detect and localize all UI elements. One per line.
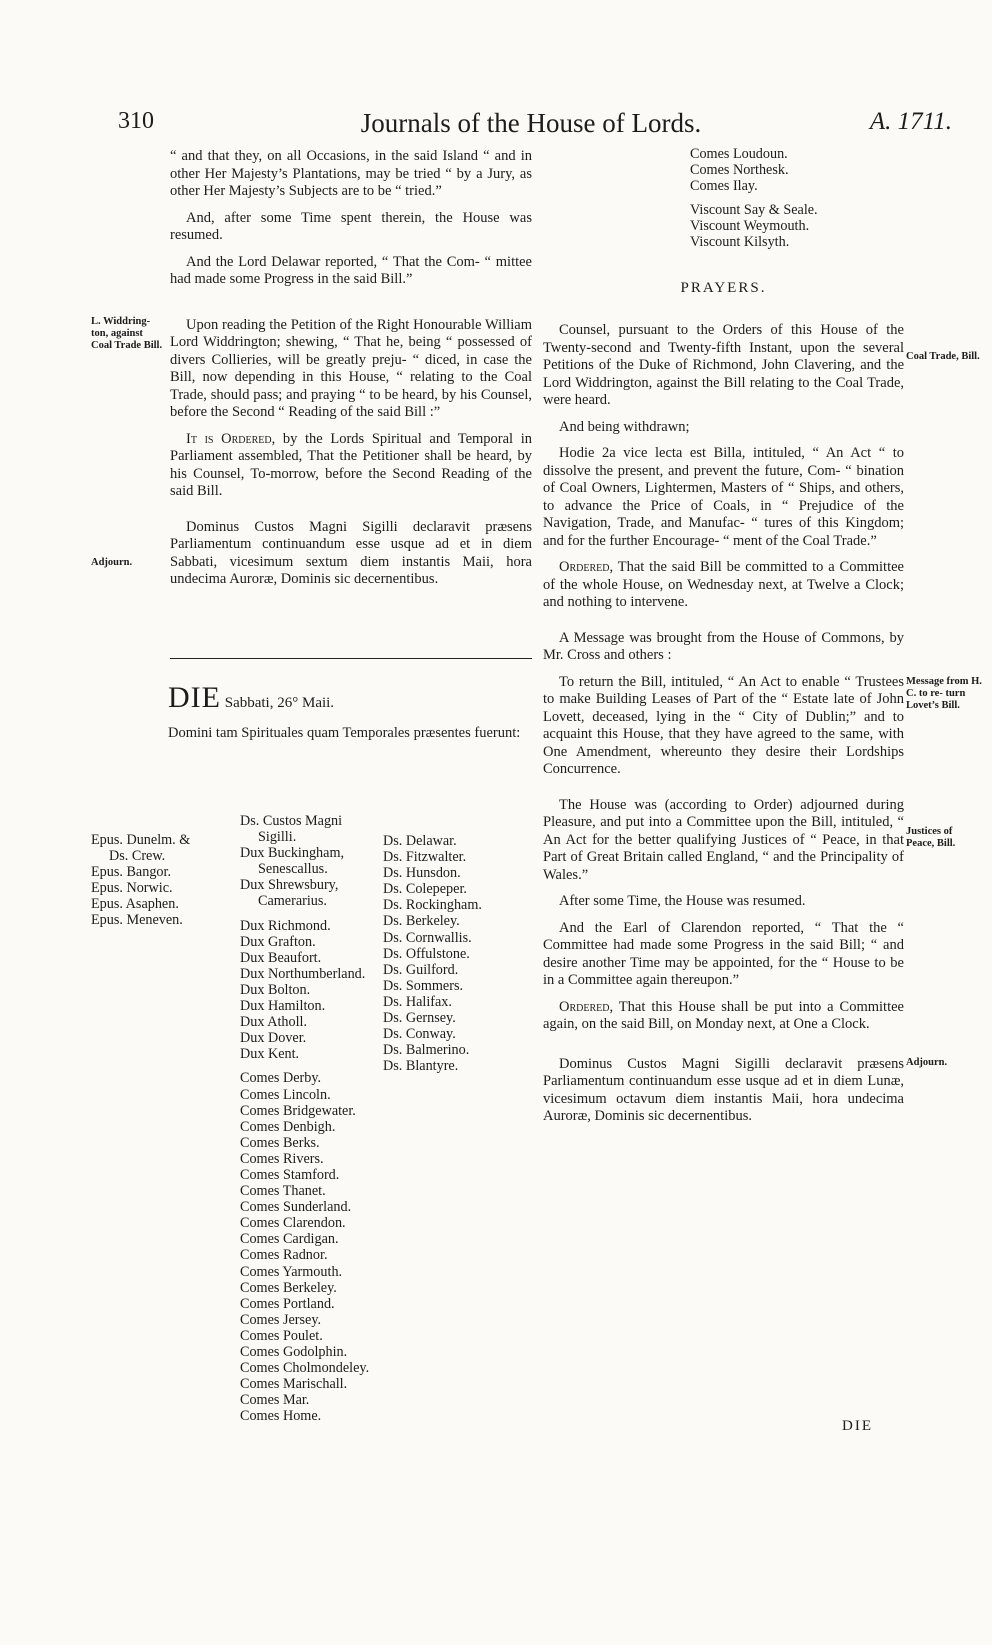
lord-entry bbox=[240, 910, 369, 918]
presence-line: Domini tam Spirituales quam Temporales præsentes fuerunt: bbox=[168, 725, 521, 741]
paragraph: Dominus Custos Magni Sigilli declaravit præsens Parliamentum continuandum esse usque ad et in diem Lunæ, vicesimum octavum diem instantis Maii, hora undecima Auroræ, Dominis sic decernentibus. bbox=[543, 1055, 904, 1124]
lord-entry: Comes Ilay. bbox=[690, 178, 758, 195]
lord-entry: Ds. Cornwallis. bbox=[383, 929, 472, 946]
margin-note: Justices of Peace, Bill. bbox=[906, 826, 956, 849]
lord-entry: Comes Thanet. bbox=[240, 1183, 326, 1200]
lord-entry: Dux Beaufort. bbox=[240, 949, 322, 966]
lord-entry: Ds. Balmerino. bbox=[383, 1042, 470, 1059]
lord-entry: Dux Atholl. bbox=[240, 1014, 308, 1031]
order-text: That the said Bill be committed to a Committee of the whole House, on Wednesday next, at Twelve a Clock; and nothing to intervene. bbox=[543, 559, 904, 610]
lord-entry: Ds. Custos Magni bbox=[240, 813, 343, 829]
paragraph: Counsel, pursuant to the Orders of this House of the Twenty-second and Twenty-fifth Instant, upon the several Petitions of the Duke of Richmond, John Clavering, and the Lord Widdrington, against the Bill relating to the Coal Trade, were heard. bbox=[543, 322, 904, 408]
lord-entry: Dux Hamilton. bbox=[240, 998, 326, 1015]
day-heading bbox=[168, 681, 334, 715]
lord-entry: Ds. Colepeper. bbox=[383, 881, 467, 898]
lord-entry: Comes Clarendon. bbox=[240, 1215, 346, 1232]
paragraph: And, after some Time spent therein, the House was resumed. bbox=[170, 209, 532, 243]
lord-entry: Ds. Berkeley. bbox=[383, 913, 460, 930]
paragraph: And being withdrawn; bbox=[559, 418, 690, 435]
lord-entry: Comes Mar. bbox=[240, 1392, 310, 1409]
lord-entry: Ds. Blantyre. bbox=[383, 1058, 459, 1075]
lords-list-continued bbox=[690, 146, 818, 251]
lord-entry: Comes Yarmouth. bbox=[240, 1263, 343, 1280]
bishops-list bbox=[91, 832, 190, 929]
lord-entry: Epus. Meneven. bbox=[91, 912, 183, 929]
ordered-label: Ordered, bbox=[559, 559, 614, 575]
lord-entry: Comes Berks. bbox=[240, 1134, 320, 1151]
lord-entry: Ds. Sommers. bbox=[383, 977, 464, 994]
lord-entry: Comes Jersey. bbox=[240, 1311, 322, 1328]
lord-entry: Comes Poulet. bbox=[240, 1327, 323, 1344]
order-text: by the Lords Spiritual and Temporal in Parliament assembled, That the Petitioner shall be heard, by his Counsel, To-morrow, before the Second Reading of the said Bill. bbox=[170, 430, 532, 499]
lord-entry: Comes Denbigh. bbox=[240, 1118, 336, 1135]
lords-list-barons bbox=[383, 833, 482, 1074]
lord-entry: Dux Dover. bbox=[240, 1030, 307, 1047]
lord-entry: Epus. Norwic. bbox=[91, 880, 173, 897]
lord-entry: Ds. Conway. bbox=[383, 1026, 456, 1043]
lord-entry: Dux Bolton. bbox=[240, 981, 311, 998]
lord-entry: Comes Cardigan. bbox=[240, 1231, 339, 1248]
lord-entry: Comes Radnor. bbox=[240, 1247, 328, 1264]
lord-entry: Comes Lincoln. bbox=[240, 1086, 331, 1103]
paragraph: Hodie 2a vice lecta est Billa, intituled, “ An Act “ to dissolve the present, and prevent the future, Com- “ bination of Coal Owners, Lightermen, Masters of “ Ships, and others, to advance the Price of Coals, in “ Prejudice of the Navigation, Trade, and Manufac- “ tures of this Kingdom; and for the further Encourage- “ ment of the Coal Trade.” bbox=[543, 445, 904, 549]
lord-entry: Dux Northumberland. bbox=[240, 965, 366, 982]
lord-entry: Viscount Kilsyth. bbox=[690, 234, 790, 251]
die-initial: DIE bbox=[168, 681, 221, 714]
lord-entry: Comes Bridgewater. bbox=[240, 1102, 356, 1119]
prayers-heading: PRAYERS. bbox=[680, 280, 767, 296]
paragraph: Dominus Custos Magni Sigilli declaravit præsens Parliamentum continuandum esse usque ad et in diem Sabbati, vicesimum sextum diem instantis Maii, hora undecima Auroræ, Dominis sic decernentibus. bbox=[170, 518, 532, 587]
paragraph: “ and that they, on all Occasions, in the said Island “ and in other Her Majesty’s Plantations, may be tried “ by a Jury, as other Her Majesty’s Subjects are to be “ tried.” bbox=[170, 148, 532, 199]
lord-entry: Camerarius. bbox=[258, 893, 327, 910]
page-header bbox=[110, 108, 952, 148]
lord-entry: Comes Cholmondeley. bbox=[240, 1360, 370, 1377]
lord-entry: Ds. Fitzwalter. bbox=[383, 849, 467, 866]
page-number: 310 bbox=[118, 108, 154, 134]
order-paragraph bbox=[170, 431, 532, 501]
lord-entry: Comes Northesk. bbox=[690, 162, 789, 179]
lord-entry: Epus. Asaphen. bbox=[91, 896, 179, 913]
paragraph: To return the Bill, intituled, “ An Act to enable “ Trustees to make Building Leases of Part of the “ Estate late of John Lovett, deceased, lying in the “ City of Dublin;” and to acquaint this House, that they have agreed to the same, with One Amendment, whereunto they desire their Lordships Concurrence. bbox=[543, 673, 904, 777]
lord-entry: Sigilli. bbox=[258, 829, 297, 846]
paragraph: And the Lord Delawar reported, “ That the Com- “ mittee had made some Progress in the said Bill.” bbox=[170, 253, 532, 287]
lord-entry: Comes Stamford. bbox=[240, 1166, 340, 1183]
lord-entry: Epus. Bangor. bbox=[91, 864, 171, 881]
order-paragraph bbox=[543, 999, 904, 1034]
paragraph: A Message was brought from the House of Commons, by Mr. Cross and others : bbox=[543, 629, 904, 663]
lord-entry: Comes Loudoun. bbox=[690, 146, 788, 162]
margin-note: Adjourn. bbox=[906, 1057, 948, 1068]
margin-note: L. Widdring- ton, against Coal Trade Bill. bbox=[91, 316, 163, 351]
running-title: Journals of the House of Lords. bbox=[360, 108, 702, 138]
left-column bbox=[170, 148, 532, 598]
margin-note: Message from H. C. to re- turn Lovet’s Bill. bbox=[906, 676, 982, 711]
lord-entry: Ds. Crew. bbox=[109, 848, 166, 865]
catchword: DIE bbox=[842, 1418, 873, 1434]
lord-entry: Comes Home. bbox=[240, 1408, 322, 1425]
lords-list-dukes-earls bbox=[240, 813, 369, 1424]
paragraph: The House was (according to Order) adjourned during Pleasure, and put into a Committee upon the Bill, intituled, “ An Act for the better qualifying Justices of “ Peace, in that Part of Great Britain called England, “ and the Principality of Wales.” bbox=[543, 796, 904, 883]
lord-entry: Ds. Halifax. bbox=[383, 993, 452, 1010]
lord-entry: Dux Grafton. bbox=[240, 933, 316, 950]
margin-note: Coal Trade, Bill. bbox=[906, 351, 980, 362]
lord-entry: Comes Marischall. bbox=[240, 1376, 348, 1393]
lord-entry: Comes Derby. bbox=[240, 1070, 322, 1087]
right-column bbox=[543, 322, 904, 1135]
lord-entry: Ds. Gernsey. bbox=[383, 1010, 456, 1027]
paragraph: After some Time, the House was resumed. bbox=[559, 893, 806, 909]
paragraph: Upon reading the Petition of the Right Honourable William Lord Widdrington; shewing, “ That he, being “ possessed of divers Collieries, will be greatly preju- “ diced, in case the Bill, now depending in this House, “ relating to the Coal Trade, should pass; and praying “ to be heard, by his Counsel, before the Second “ Reading of the said Bill :” bbox=[170, 316, 532, 420]
lord-entry: Viscount Weymouth. bbox=[690, 218, 810, 235]
lord-entry: Dux Kent. bbox=[240, 1046, 300, 1063]
ordered-label: Ordered, bbox=[559, 998, 614, 1015]
die-date: Sabbati, 26° Maii. bbox=[220, 695, 335, 711]
lord-entry: Ds. Offulstone. bbox=[383, 945, 470, 962]
lord-entry: Comes Portland. bbox=[240, 1295, 335, 1312]
paragraph: And the Earl of Clarendon reported, “ That the “ Committee had made some Progress in the said Bill; “ and desire another Time may be appointed, for the “ House to be in a Committee again thereupon.” bbox=[543, 919, 904, 988]
lord-entry: Dux Shrewsbury, bbox=[240, 877, 339, 894]
lord-entry: Viscount Say & Seale. bbox=[690, 202, 818, 219]
year: A. 1711. bbox=[869, 108, 952, 135]
lord-entry: Ds. Guilford. bbox=[383, 961, 459, 978]
divider bbox=[170, 658, 532, 659]
lord-entry: Ds. Rockingham. bbox=[383, 897, 482, 914]
lord-entry bbox=[240, 1062, 369, 1070]
lord-entry: Comes Rivers. bbox=[240, 1150, 324, 1167]
lord-entry: Comes Sunderland. bbox=[240, 1199, 352, 1216]
lord-entry: Ds. Hunsdon. bbox=[383, 865, 461, 882]
lord-entry: Comes Godolphin. bbox=[240, 1344, 348, 1360]
lord-entry: Epus. Dunelm. & bbox=[91, 832, 191, 848]
lord-entry: Ds. Delawar. bbox=[383, 833, 457, 849]
lord-entry: Senescallus. bbox=[258, 861, 328, 878]
ordered-label: It is Ordered, bbox=[186, 430, 276, 447]
order-text: That this House shall be put into a Committee again, on the said Bill, on Monday next, at One a Clock. bbox=[543, 998, 904, 1032]
lord-entry: Dux Richmond. bbox=[240, 917, 331, 934]
order-paragraph bbox=[543, 559, 904, 612]
lord-entry bbox=[690, 194, 818, 202]
margin-note: Adjourn. bbox=[91, 557, 133, 568]
lord-entry: Dux Buckingham, bbox=[240, 845, 345, 862]
lord-entry: Comes Berkeley. bbox=[240, 1279, 337, 1296]
